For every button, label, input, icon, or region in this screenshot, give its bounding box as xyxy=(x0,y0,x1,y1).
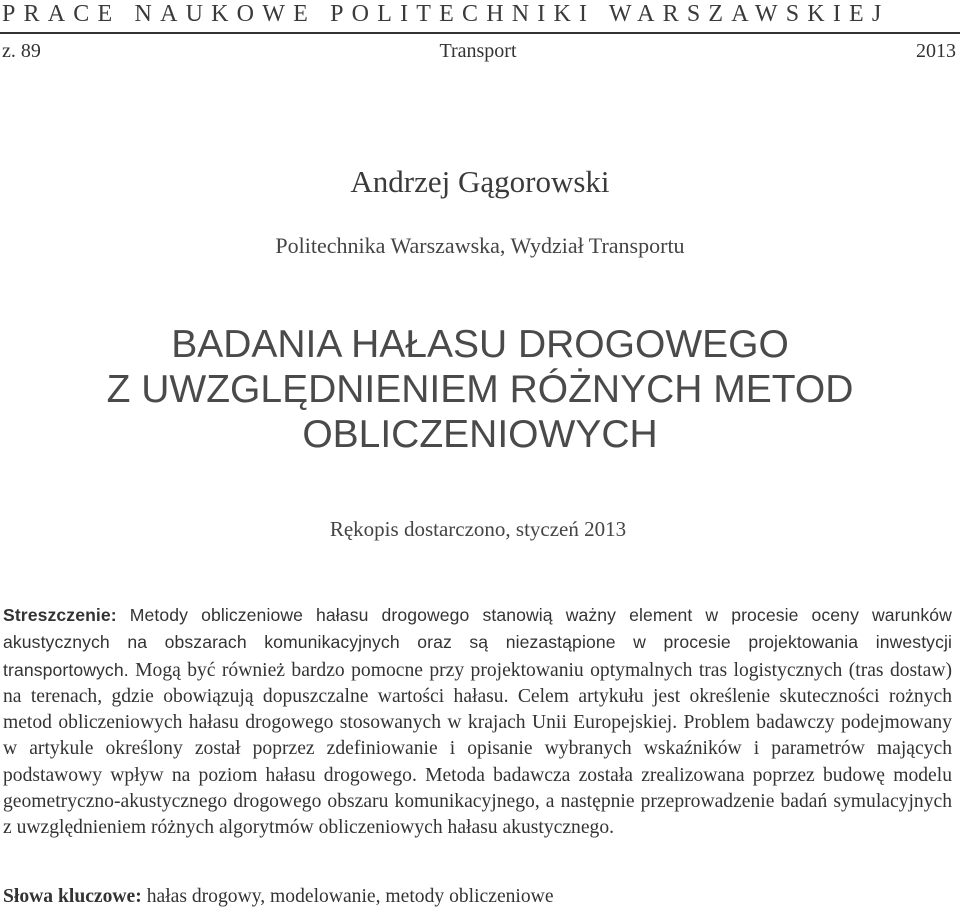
abstract-text-1: Metody obliczeniowe hałasu drogowego stanowią ważny element w procesie oceny warunków akustycznych na obszarach komunikacyjnych oraz są niezastąpione w procesie projektowania inwestycji transportowych. xyxy=(3,605,952,680)
issue-line xyxy=(0,38,956,64)
received-date: Rękopis dostarczono, styczeń 2013 xyxy=(329,517,627,541)
title-line: BADANIA HAŁASU DROGOWEGO xyxy=(171,323,789,366)
author-name: Andrzej Gągorowski xyxy=(350,164,610,199)
keywords-label: Słowa kluczowe: xyxy=(3,886,142,907)
paper-title xyxy=(0,322,960,457)
abstract xyxy=(3,602,952,842)
issue-year: 2013 xyxy=(916,40,956,62)
header-rule xyxy=(0,32,960,34)
abstract-label: Streszczenie: xyxy=(3,605,117,625)
journal-series-title: PRACE NAUKOWE POLITECHNIKI WARSZAWSKIEJ xyxy=(2,1,890,27)
author-affiliation: Politechnika Warszawska, Wydział Transportu xyxy=(275,233,685,258)
keywords-text: hałas drogowy, modelowanie, metody obliczeniowe xyxy=(146,886,554,907)
section-name: Transport xyxy=(439,40,517,62)
title-line: Z UWZGLĘDNIENIEM RÓŻNYCH METOD xyxy=(106,368,854,411)
issue-number: z. 89 xyxy=(2,40,41,62)
abstract-text-2: Mogą być również bardzo pomocne przy projektowaniu optymalnych tras logistycznych (tras dostaw) na terenach, gdzie obowiązują dopuszczalne wartości hałasu. Celem artykułu jest określenie skuteczności rożnych metod obliczeniowych hałasu drogowego stosowanych w krajach Unii Europejskiej. Problem badawczy podejmowany w artykule określony został poprzez zdefiniowanie i opisanie wybranych wskaźników i parametrów mających podstawowy wpływ na poziom hałasu drogowego. Metoda badawcza została zrealizowana poprzez budowę modelu geometryczno-akustycznego drogowego obszaru komunikacyjnego, a następnie przeprowadzenie badań symulacyjnych z uwzględnieniem różnych algorytmów obliczeniowych hałasu akustycznego. xyxy=(3,659,952,839)
title-line: OBLICZENIOWYCH xyxy=(302,413,658,456)
keywords xyxy=(3,885,952,909)
